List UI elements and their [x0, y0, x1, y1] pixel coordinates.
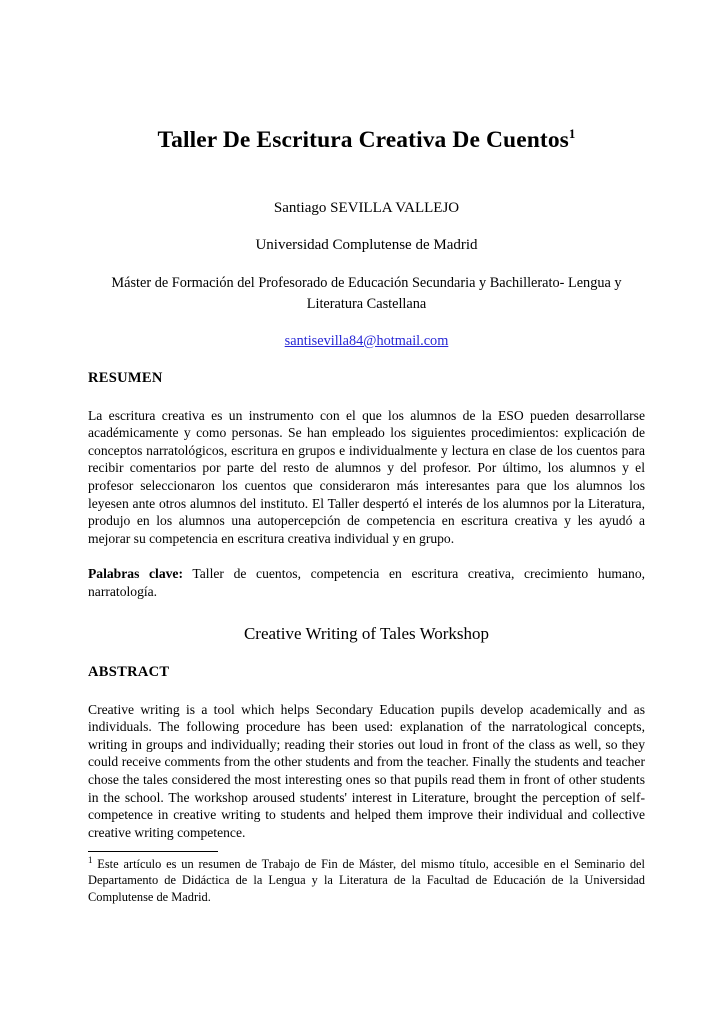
keywords-line [88, 547, 645, 600]
section-heading-abstract: ABSTRACT [88, 663, 170, 680]
footnote-body: Este artículo es un resumen de Trabajo de Fin de Máster, del mismo título, accesible en el Seminario del Departamento de Didáctica de la Lengua y la Literatura de la Facultad de Educación de la Universidad Complutense de Madrid. [88, 857, 645, 904]
footnote-text [88, 856, 645, 905]
author-name: Santiago SEVILLA VALLEJO [273, 200, 460, 217]
keywords-value: Taller de cuentos, competencia en escritura creativa, crecimiento humano, narratología. [88, 566, 646, 599]
abstract-body: Creative writing is a tool which helps Secondary Education pupils develop academically and as individuals. The following procedure has been used: explanation of the narratological concepts, writing in groups and individually; reading their stories out loud in front of the class as well, so they could receive comments from the other students and from the teacher. Finally the students and teacher chose the tales considered the most interesting ones so that pupils read them in front of other students in the school. The workshop aroused students' interest in Literature, brought the perception of self-competence in creative writing to students and helped them improve their individual and collective creative writing competence. [88, 701, 645, 840]
page-title-text: Taller De Escritura Creativa De Cuentos [157, 127, 569, 153]
title-footnote-marker: 1 [568, 126, 576, 142]
author-affiliation: Universidad Complutense de Madrid [255, 237, 478, 254]
author-email-link[interactable]: santisevilla84@hotmail.com [284, 332, 449, 349]
section-heading-resumen: RESUMEN [88, 369, 163, 386]
footnote-separator-rule [88, 851, 218, 852]
author-email-line [88, 316, 645, 350]
footnote-marker: 1 [88, 854, 93, 865]
keywords-spacer [183, 566, 192, 581]
author-program: Máster de Formación del Profesorado de Educación Secundaria y Bachillerato- Lengua y Literatura Castellana [111, 274, 622, 313]
footnote-block [88, 851, 645, 905]
keywords-label: Palabras clave: [88, 566, 183, 582]
alternate-title: Creative Writing of Tales Workshop [243, 623, 490, 643]
document-content-column [88, 0, 645, 841]
resumen-body: La escritura creativa es un instrumento con el que los alumnos de la ESO pueden desarrollarse académicamente y como personas. Se han empleado los siguientes procedimientos: explicación de conceptos narratológicos, escritura en grupos e individualmente y lectura en clase de los cuentos para recibir comentarios por parte del resto de alumnos y del profesor. Por último, los alumnos y el profesor seleccionaron los cuentos que consideraron más interesantes para que los alumnos los leyesen ante otros alumnos del instituto. El Taller despertó el interés de los alumnos por la Literatura, produjo en los alumnos una autopercepción de competencia en escritura creativa y les ayudó a mejorar su competencia en escritura creativa individual y en grupo. [88, 407, 645, 546]
page-title [88, 0, 645, 154]
